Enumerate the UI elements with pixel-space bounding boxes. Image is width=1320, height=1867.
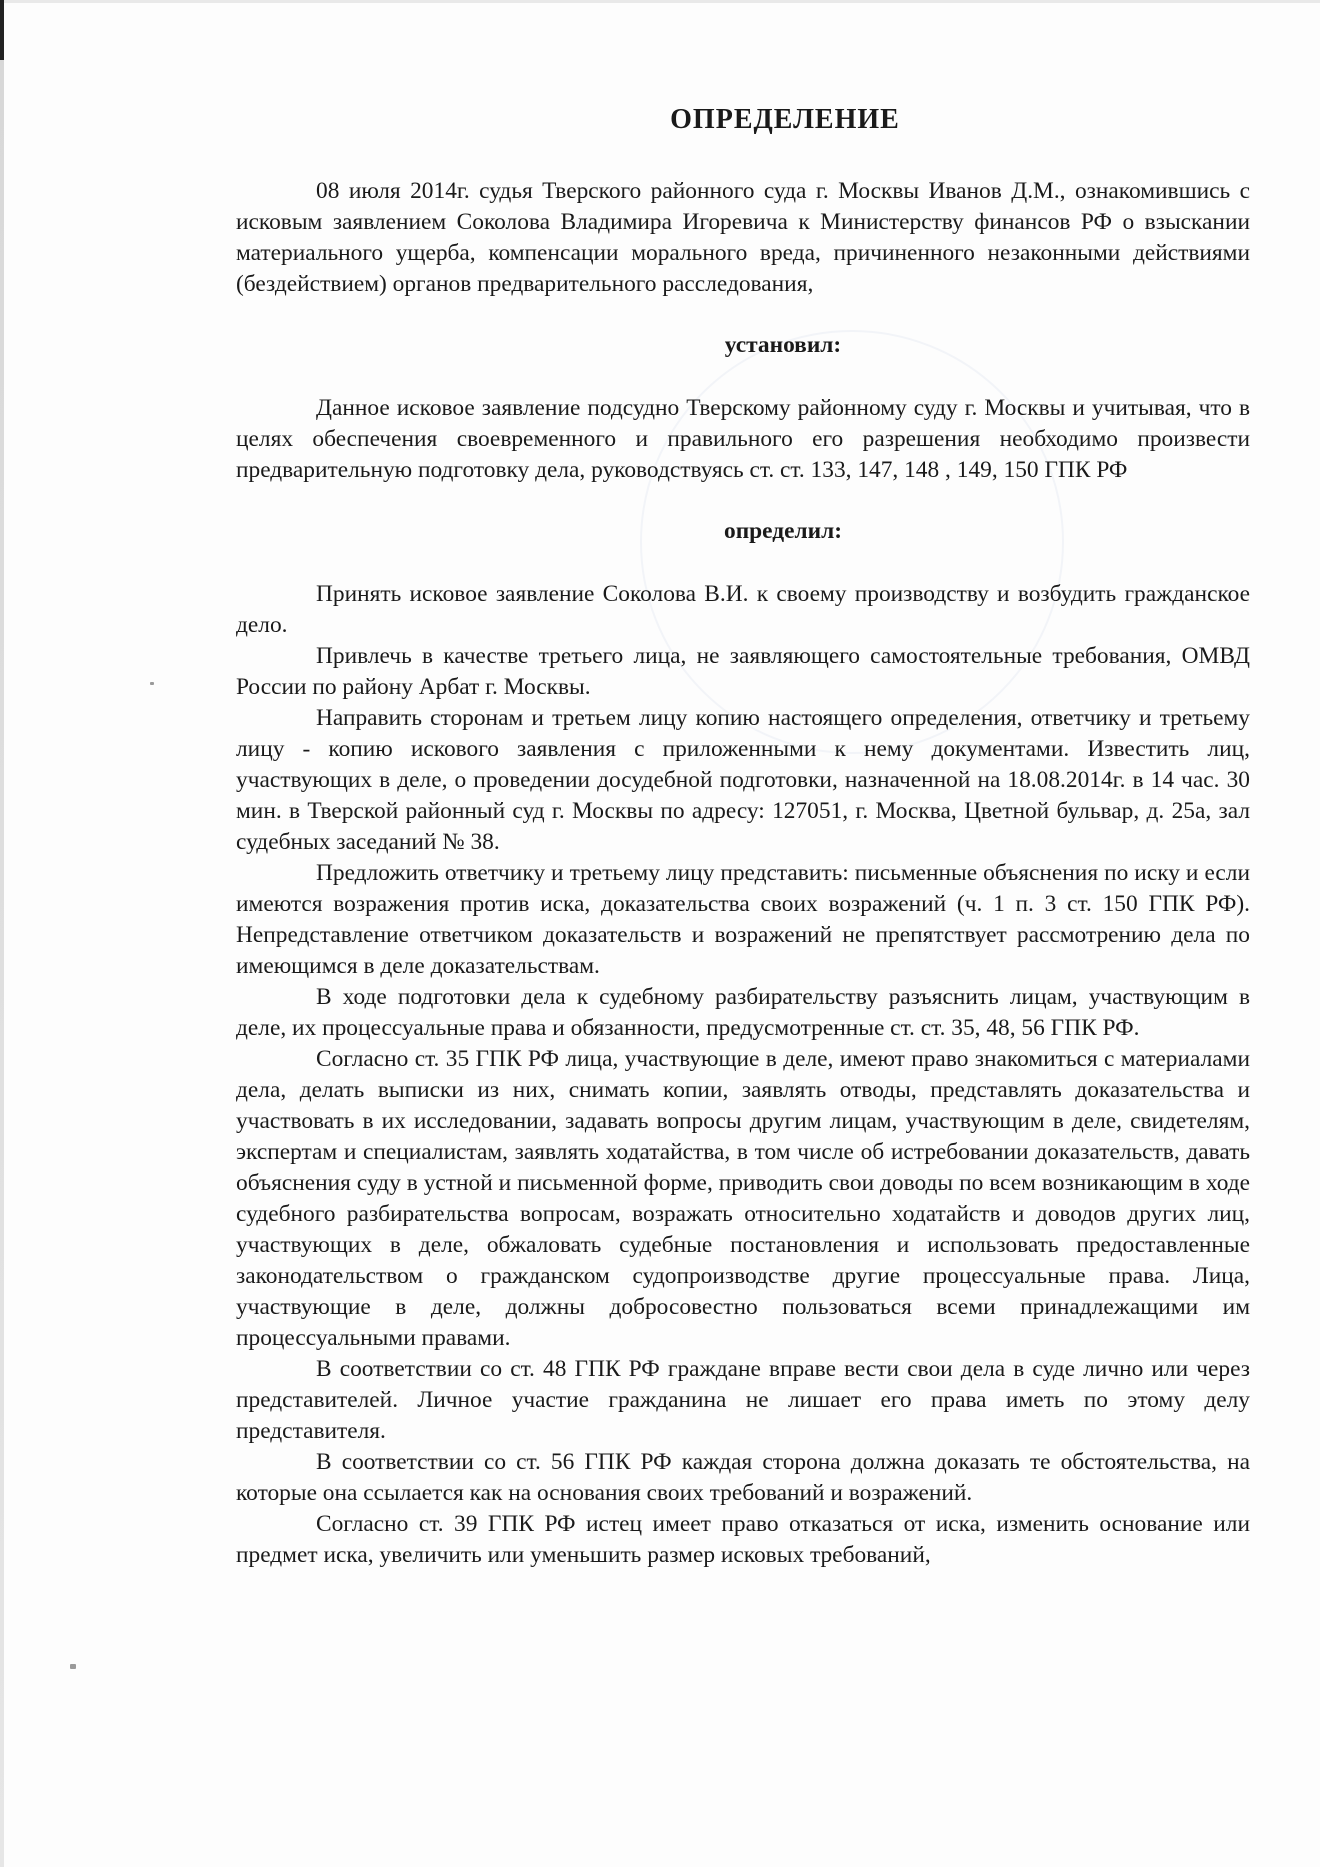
document-body [236,104,1250,1571]
ruling-paragraph: Согласно ст. 35 ГПК РФ лица, участвующие в деле, имеют право знакомиться с материалами дела, делать выписки из них, снимать копии, заявлять отводы, представлять доказательства и участвовать в их исследовании, задавать вопросы другим лицам, участвующим в деле, свидетелям, экспертам и специалистам, заявлять ходатайства, в том числе об истребовании доказательств, давать объяснения суду в устной и письменной форме, приводить свои доводы по всем возникающим в ходе судебного разбирательства вопросам, возражать относительно ходатайств и доводов других лиц, участвующих в деле, обжаловать судебные постановления и использовать предоставленные законодательством о гражданском судопроизводстве другие процессуальные права. Лица, участвующие в деле, должны добросовестно пользоваться всеми принадлежащими им процессуальными правами. [236,1046,1250,1351]
ruling-paragraph: В ходе подготовки дела к судебному разбирательству разъяснить лицам, участвующим в деле, их процессуальные права и обязанности, предусмотренные ст. ст. 35, 48, 56 ГПК РФ. [236,984,1250,1041]
ruling-paragraph: В соответствии со ст. 56 ГПК РФ каждая сторона должна доказать те обстоятельства, на которые она ссылается как на основания своих требований и возражений. [236,1449,1250,1506]
ruling-paragraph: Привлечь в качестве третьего лица, не заявляющего самостоятельные требования, ОМВД России по району Арбат г. Москвы. [236,643,1250,700]
ruling-paragraph: Направить сторонам и третьем лицу копию настоящего определения, ответчику и третьему лицу - копию искового заявления с приложенными к нему документами. Известить лиц, участвующих в деле, о проведении досудебной подготовки, назначенной на 18.08.2014г. в 14 час. 30 мин. в Тверской районный суд г. Москвы по адресу: 127051, г. Москва, Цветной бульвар, д. 25а, зал судебных заседаний № 38. [236,705,1250,855]
scan-speck [70,1664,76,1669]
scan-speck [150,682,154,685]
scan-top-edge [0,0,1320,3]
scan-left-edge [0,0,4,1867]
heading-determined: определил: [724,518,842,544]
established-paragraph: Данное исковое заявление подсудно Тверскому районному суду г. Москвы и учитывая, что в целях обеспечения своевременного и правильного его разрешения необходимо произвести предварительную подготовку дела, руководствуясь ст. ст. 133, 147, 148 , 149, 150 ГПК РФ [236,395,1250,483]
ruling-paragraph: Согласно ст. 39 ГПК РФ истец имеет право отказаться от иска, изменить основание или предмет иска, увеличить или уменьшить размер исковых требований, [236,1511,1250,1568]
intro-paragraph: 08 июля 2014г. судья Тверского районного суда г. Москвы Иванов Д.М., ознакомившись с исковым заявлением Соколова Владимира Игоревича к Министерству финансов РФ о взыскании материального ущерба, компенсации морального вреда, причиненного незаконными действиями (бездействием) органов предварительного расследования, [236,178,1250,297]
heading-established: установил: [724,332,842,358]
ruling-paragraph: Принять исковое заявление Соколова В.И. к своему производству и возбудить гражданское дело. [236,581,1250,638]
document-title: ОПРЕДЕЛЕНИЕ [670,104,900,135]
ruling-paragraph: Предложить ответчику и третьему лицу представить: письменные объяснения по иску и если имеются возражения против иска, доказательства своих возражений (ч. 1 п. 3 ст. 150 ГПК РФ). Непредставление ответчиком доказательств и возражений не препятствует рассмотрению дела по имеющимся в деле доказательствам. [236,860,1250,979]
ruling-paragraph: В соответствии со ст. 48 ГПК РФ граждане вправе вести свои дела в суде лично или через представителей. Личное участие гражданина не лишает его права иметь по этому делу представителя. [236,1356,1250,1444]
